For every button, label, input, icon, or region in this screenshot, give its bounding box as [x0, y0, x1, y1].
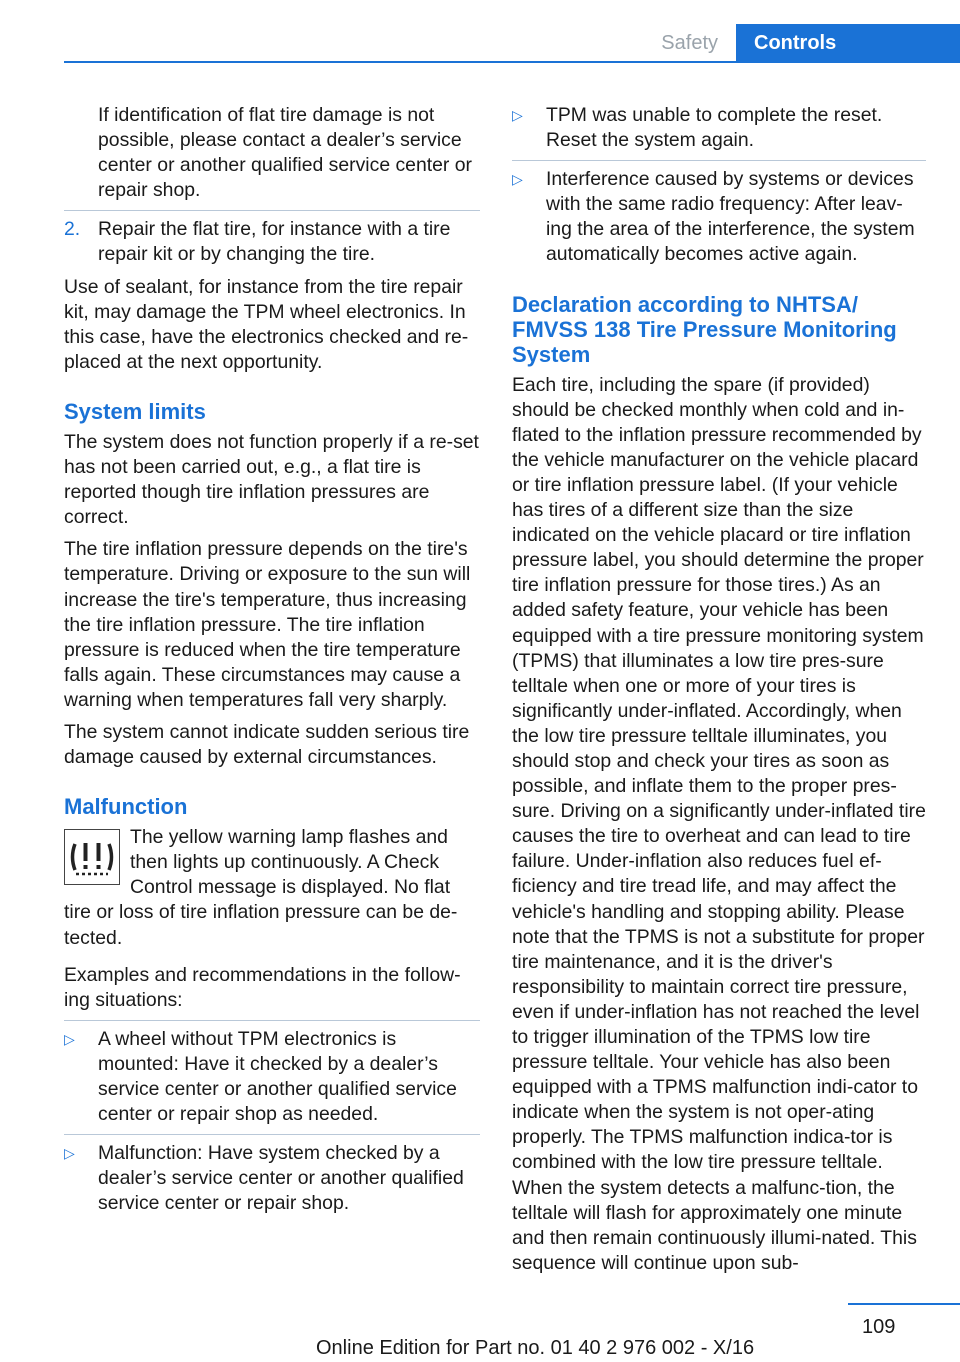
left-column — [64, 103, 480, 1223]
limits-paragraph-1: The system does not function properly if a re‐set has not been carried out, e.g., a flat tire is reported though tire inflation pressures are correct. — [64, 430, 479, 529]
page-header — [0, 0, 960, 62]
bullet-arrow-icon: ▷ — [512, 107, 523, 123]
step-text: Repair the flat tire, for instance with a tire repair kit or by changing the tire. — [98, 218, 451, 266]
list-item — [512, 103, 926, 153]
list-item — [64, 1027, 480, 1127]
malfunction-paragraph-1: The yellow warning lamp flashes and then lights up continuously. A Check Control message is displayed. No flat tire or loss of tire inflation pressure can be de‐tected. — [64, 826, 458, 949]
declaration-heading: Declaration according to NHTSA/ FMVSS 138 Tire Pressure Monitoring System — [512, 291, 897, 367]
list-item — [64, 1141, 480, 1216]
edition-footer: Online Edition for Part no. 01 40 2 976 002 - X/16 — [316, 1337, 755, 1359]
tire-pressure-warning-icon — [64, 829, 120, 885]
system-limits-heading: System limits — [64, 398, 206, 424]
step-2 — [64, 217, 480, 267]
bullet-arrow-icon: ▷ — [64, 1030, 75, 1047]
step1-continuation: If identification of flat tire damage is not possible, please contact a dealer’s service center or another qualified service center or repair shop. — [98, 104, 473, 202]
chapter-tab-controls: Controls — [736, 24, 960, 62]
header-rule — [64, 61, 960, 63]
malfunction-paragraph-2: Examples and recommendations in the follow‐ing situations: — [64, 963, 461, 1011]
page-number: 109 — [862, 1316, 896, 1338]
list-item — [512, 167, 926, 267]
footer-rule — [848, 1303, 960, 1305]
bullet-text: Malfunction: Have system checked by a dealer’s service center or another qualified service center or repair shop. — [98, 1142, 464, 1215]
limits-paragraph-2: The tire inflation pressure depends on the tire's temperature. Driving or exposure to the sun will increase the tire's temperature, thus increasing the tire inflation pressure. The tire inflation pressure is reduced when the tire temperature falls again. These circumstances may cause a warning when temperatures fall very sharply. — [64, 538, 471, 711]
declaration-paragraph: Each tire, including the spare (if provided) should be checked monthly when cold and in‐flated to the inflation pressure recommended by the vehicle manufacturer on the vehicle placard or tire inflation pressure label. (If your vehicle has tires of a different size than the size indicated on the vehicle placard or tire inflation pressure label, you should determine the proper tire inflation pressure for those tires.) As an added safety feature, your vehicle has been equipped with a tire pressure monitoring system (TPMS) that illuminates a low tire pres‐sure telltale when one or more of your tires is significantly under-inflated. Accordingly, when the low tire pressure telltale illuminates, you should stop and check your tires as soon as possible, and inflate them to the proper pres‐sure. Driving on a significantly under-inflated tire causes the tire to overheat and can lead to tire failure. Under-inflation also reduces fuel ef‐ficiency and tire tread life, and may affect the vehicle's handling and stopping ability. Please note that the TPMS is not a substitute for proper tire maintenance, and it is the driver's responsibility to maintain correct tire pressure, even if under-inflation has not reached the level to trigger illumination of the TPMS low tire pressure telltale. Your vehicle has also been equipped with a TPMS malfunction indi‐cator to indicate when the system is not oper‐ating properly. The TPMS malfunction indica‐tor is combined with the low tire pressure telltale. When the system detects a malfunc‐tion, the telltale will flash for approximately one minute and then remain continuously illumi‐nated. This sequence will continue upon sub‐ — [512, 373, 926, 1274]
bullet-text: TPM was unable to complete the reset. Reset the system again. — [546, 104, 883, 152]
list-divider — [64, 1020, 480, 1021]
sealant-paragraph: Use of sealant, for instance from the tire repair kit, may damage the TPM wheel electronics. In this case, have the electronics checked and re‐placed at the next opportunity. — [64, 275, 469, 373]
limits-paragraph-3: The system cannot indicate sudden serious tire damage caused by external circumstances. — [64, 720, 470, 769]
right-column — [512, 103, 926, 1283]
step-number: 2. — [64, 218, 81, 241]
list-divider — [64, 210, 480, 211]
section-tab-safety: Safety — [661, 32, 718, 54]
malfunction-block — [64, 825, 480, 950]
bullet-text: A wheel without TPM electronics is mounted: Have it checked by a dealer’s service center or another qualified service center or repair shop as needed. — [98, 1027, 457, 1126]
bullet-arrow-icon: ▷ — [64, 1145, 75, 1162]
bullet-arrow-icon: ▷ — [512, 171, 523, 188]
bullet-text: Interference caused by systems or devices with the same radio frequency: After leav‐ing the area of the interference, the system automatically becomes active again. — [546, 168, 915, 266]
malfunction-heading: Malfunction — [64, 794, 188, 820]
list-divider — [64, 1134, 480, 1135]
list-divider — [512, 160, 926, 161]
